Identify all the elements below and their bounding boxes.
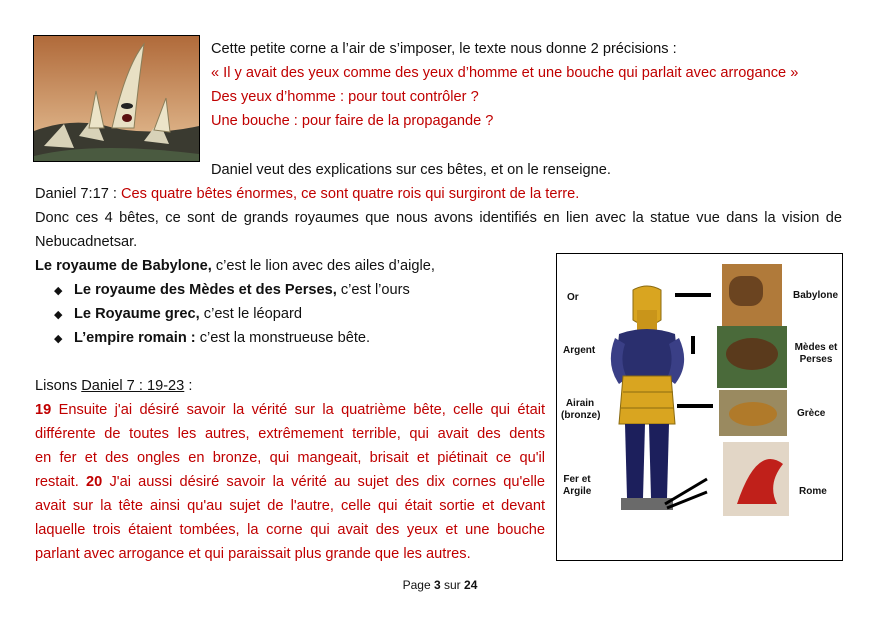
mouth-question: Une bouche : pour faire de la propagande ? (211, 113, 494, 129)
passage-line-1: 19 Ensuite j'ai désiré savoir la vérité sur la quatrième bête, celle qui était (35, 402, 546, 418)
diamond-bullet-icon: ◆ (54, 309, 63, 321)
passage-line-5: avait sur la tête ainsi qu'au sujet de l'autre, celle qui était sortie et devant (35, 498, 545, 514)
passage-line-4: restait. 20 J'ai aussi désiré savoir la vérité au sujet des dix cornes qu'elle (35, 474, 545, 490)
page-footer: Page 3 sur 24 (402, 578, 478, 592)
lisons-line: Lisons Daniel 7 : 19-23 : (35, 378, 193, 394)
label-babylon: Babylone (793, 290, 839, 301)
kingdom-babylon: Le royaume de Babylone, c’est le lion avec des ailes d’aigle, (35, 258, 435, 274)
eyes-question: Des yeux d’homme : pour tout contrôler ? (211, 89, 479, 105)
diamond-bullet-icon: ◆ (54, 333, 63, 345)
label-bronze: Airain (bronze) (561, 398, 601, 421)
passage-line-6: laquelle trois étaient tombées, la corne qui avait des yeux et une bouche (35, 522, 545, 538)
kingdom-greece: Le Royaume grec, c’est le léopard (74, 306, 302, 322)
passage-line-7: parlant avec arrogance et qui paraissait plus grande que les autres. (35, 546, 471, 562)
kingdom-rome: L’empire romain : c’est la monstrueuse bête. (74, 330, 371, 346)
page-total: 24 (464, 578, 478, 592)
donc-line-2: Nebucadnetsar. (35, 234, 138, 250)
diamond-bullet-icon: ◆ (54, 285, 63, 297)
horn-quote: « Il y avait des yeux comme des yeux d’homme et une bouche qui parlait avec arrogance » (211, 65, 799, 81)
label-medes-persians: Mèdes et Perses (794, 342, 838, 365)
label-iron-clay: Fer et Argile (563, 474, 592, 497)
label-rome: Rome (799, 486, 827, 497)
passage-reference: Daniel 7 : 19-23 (81, 378, 185, 394)
verse-717-text: Ces quatre bêtes énormes, ce sont quatre rois qui surgiront de la terre. (116, 186, 580, 202)
verse-717-ref: Daniel 7:17 : (35, 186, 117, 202)
label-silver: Argent (563, 345, 596, 356)
page-number: 3 (433, 578, 441, 592)
intro-line: Cette petite corne a l’air de s’imposer, le texte nous donne 2 précisions : (211, 41, 677, 57)
passage-line-2: différente de toutes les autres, extrêmement terrible, qui avait des dents (35, 426, 545, 442)
statue-kingdoms-figure (556, 253, 843, 561)
daniel-asks-line: Daniel veut des explications sur ces bêtes, et on le renseigne. (211, 162, 611, 178)
verse-717-line (35, 184, 579, 204)
little-horn-image (33, 35, 200, 162)
label-greece: Grèce (797, 408, 826, 419)
passage-line-3: en fer et des ongles en bronze, qui mangeait, brisait et piétinait ce qu'il (35, 450, 545, 466)
kingdom-medes-persians: Le royaume des Mèdes et des Perses, c’est l’ours (74, 282, 410, 298)
donc-line-1: Donc ces 4 bêtes, ce sont de grands royaumes que nous avons identifiés en lien avec la statue vue dans la vision de (35, 210, 842, 226)
label-gold: Or (567, 292, 579, 303)
